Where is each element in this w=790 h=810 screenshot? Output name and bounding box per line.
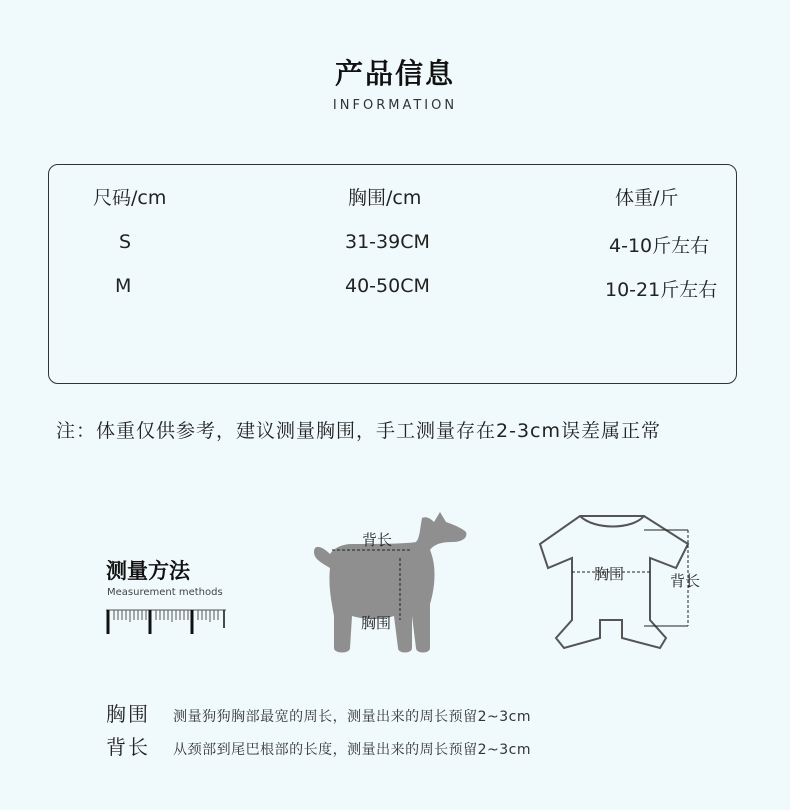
table-header-weight: 体重/斤 <box>615 187 679 209</box>
dog-chest-label: 胸围 <box>361 614 392 632</box>
table-cell-size: M <box>115 275 132 297</box>
definition-text: 测量狗狗胸部最宽的周长，测量出来的周长预留2~3cm <box>173 709 531 725</box>
table-header-chest: 胸围/cm <box>348 187 422 209</box>
table-cell-weight: 4-10斤左右 <box>609 235 710 257</box>
definition-row-back <box>106 731 531 760</box>
shirt-chest-label: 胸围 <box>594 565 625 583</box>
definition-term: 胸围 <box>106 702 150 726</box>
method-subtitle: Measurement methods <box>107 587 223 598</box>
ruler-icon <box>106 606 230 636</box>
table-cell-chest: 40-50CM <box>345 275 430 297</box>
method-title: 测量方法 <box>106 559 190 583</box>
table-cell-weight: 10-21斤左右 <box>605 279 718 301</box>
page-subtitle: INFORMATION <box>332 98 458 113</box>
table-cell-chest: 31-39CM <box>345 231 430 253</box>
definition-row-chest <box>106 698 531 727</box>
page-title: 产品信息 <box>334 57 455 90</box>
table-cell-size: S <box>119 231 132 253</box>
definition-text: 从颈部到尾巴根部的长度，测量出来的周长预留2~3cm <box>173 742 531 758</box>
definition-term: 背长 <box>106 735 150 759</box>
measurement-note: 注：体重仅供参考，建议测量胸围，手工测量存在2-3cm误差属正常 <box>56 420 661 442</box>
size-table <box>48 164 737 384</box>
table-header-size: 尺码/cm <box>93 187 167 209</box>
shirt-back-label: 背长 <box>670 572 701 590</box>
dog-back-label: 背长 <box>362 531 393 549</box>
